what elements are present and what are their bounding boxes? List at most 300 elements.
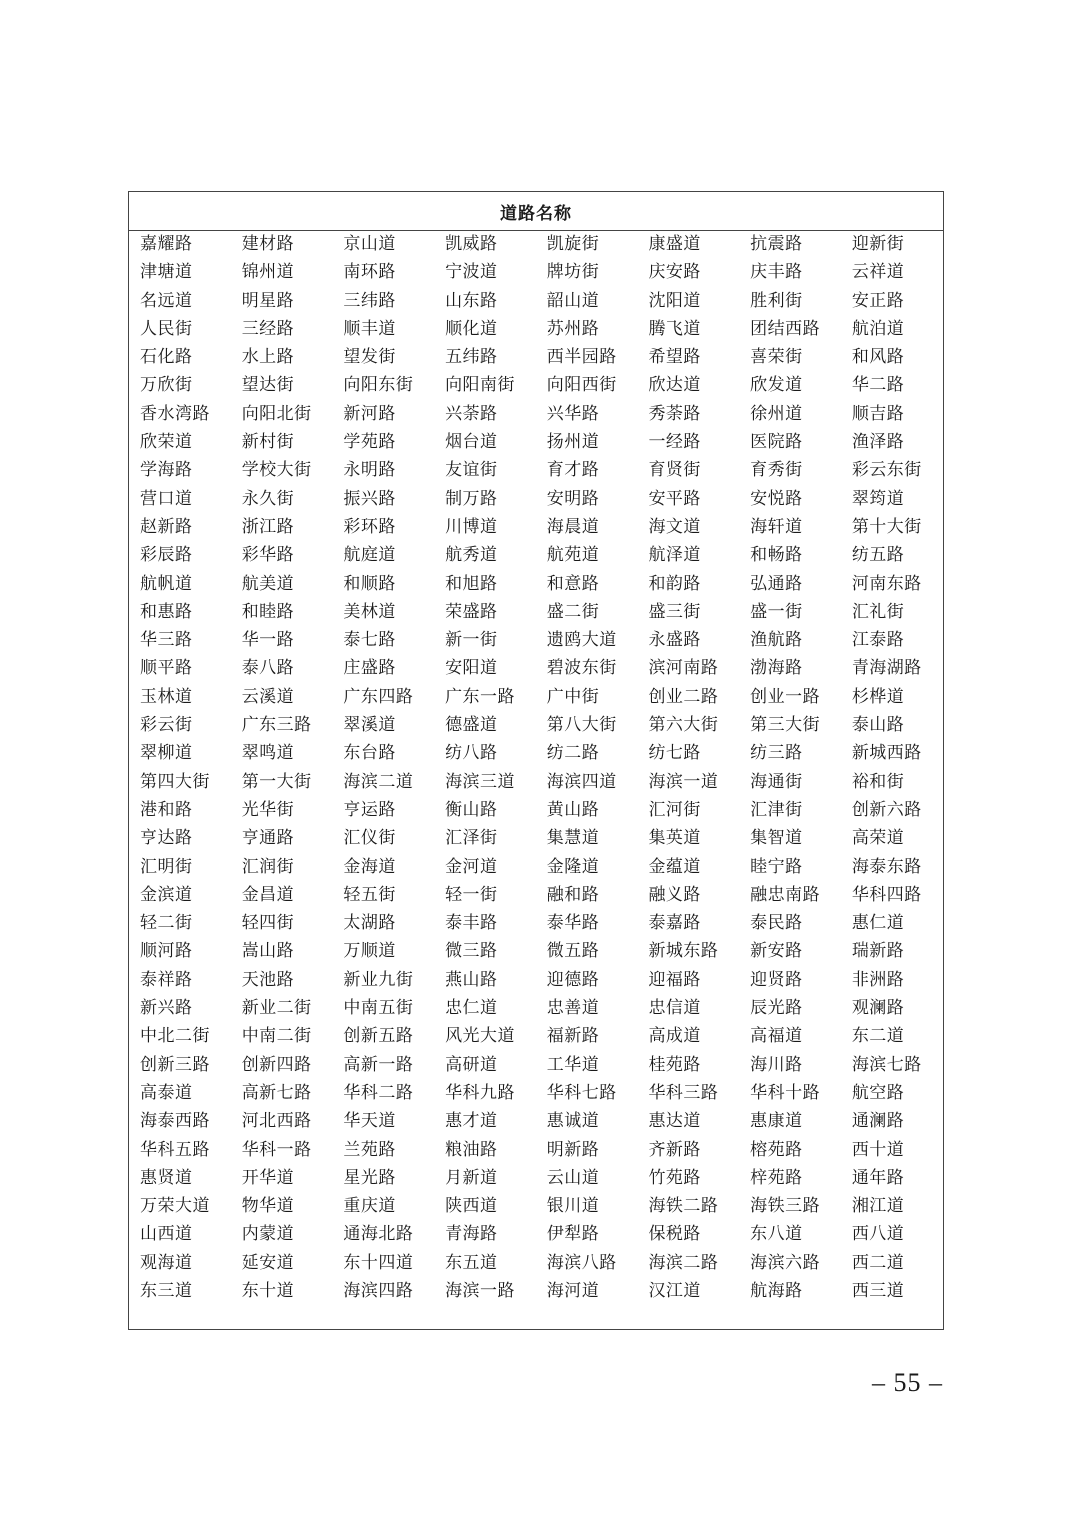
road-name-cell: 月新道 bbox=[445, 1167, 498, 1188]
road-name-cell: 华科四路 bbox=[851, 884, 922, 905]
road-name-cell: 粮油路 bbox=[445, 1139, 498, 1160]
road-name-cell: 西八道 bbox=[851, 1224, 905, 1245]
road-name-cell: 海滨四道 bbox=[546, 771, 617, 792]
road-name-cell: 青海湖路 bbox=[851, 658, 922, 679]
road-name-cell: 翠柳道 bbox=[140, 743, 193, 764]
road-name-cell: 惠诚道 bbox=[546, 1111, 600, 1132]
road-name-cell: 西半园路 bbox=[546, 347, 617, 368]
road-name-cell: 庄盛路 bbox=[343, 658, 396, 679]
page-number: – 55 – bbox=[872, 1368, 943, 1397]
road-name-cell: 顺化道 bbox=[445, 318, 498, 339]
road-name-cell: 五纬路 bbox=[445, 347, 498, 368]
road-name-cell: 纺五路 bbox=[851, 545, 905, 566]
road-names-table bbox=[128, 191, 944, 1330]
road-name-cell: 泰丰路 bbox=[445, 913, 498, 934]
road-name-cell: 顺河路 bbox=[140, 941, 193, 962]
road-name-cell: 忠善道 bbox=[546, 998, 600, 1019]
road-name-cell: 航泊道 bbox=[851, 318, 905, 339]
road-name-cell: 医院路 bbox=[750, 432, 803, 453]
road-name-cell: 衡山路 bbox=[445, 799, 498, 820]
road-name-cell: 开华道 bbox=[241, 1167, 295, 1188]
road-name-cell: 江泰路 bbox=[851, 630, 905, 651]
road-name-cell: 西二道 bbox=[851, 1252, 905, 1273]
road-name-cell: 华科九路 bbox=[445, 1082, 516, 1103]
road-name-cell: 盛三街 bbox=[648, 601, 701, 622]
road-name-cell: 伊犁路 bbox=[546, 1224, 600, 1245]
road-name-cell: 华科二路 bbox=[343, 1082, 414, 1103]
road-name-cell: 海滨一路 bbox=[445, 1280, 516, 1301]
road-name-cell: 凯旋街 bbox=[546, 234, 600, 254]
road-name-cell: 翠筠道 bbox=[851, 488, 905, 509]
road-name-cell: 广中街 bbox=[546, 686, 600, 707]
road-name-cell: 玉林道 bbox=[140, 686, 193, 707]
road-name-cell: 华一路 bbox=[241, 630, 295, 651]
road-name-cell: 通年路 bbox=[851, 1167, 905, 1188]
road-name-cell: 泰山路 bbox=[851, 715, 905, 736]
road-name-cell: 泰八路 bbox=[241, 658, 295, 679]
road-name-cell: 和惠路 bbox=[140, 601, 193, 622]
road-name-cell: 京山道 bbox=[343, 234, 396, 254]
road-name-cell: 创业二路 bbox=[648, 686, 719, 707]
road-name-cell: 振兴路 bbox=[343, 488, 396, 509]
road-name-cell: 西三道 bbox=[851, 1280, 905, 1301]
road-name-cell: 航庭道 bbox=[343, 545, 396, 566]
road-name-cell: 海滨一道 bbox=[648, 771, 719, 792]
road-name-cell: 顺吉路 bbox=[851, 403, 905, 424]
road-name-cell: 云山道 bbox=[546, 1167, 600, 1188]
road-name-cell: 通海北路 bbox=[343, 1224, 414, 1245]
road-name-cell: 人民街 bbox=[140, 318, 193, 339]
road-name-cell: 观澜路 bbox=[851, 998, 905, 1019]
road-name-cell: 航美道 bbox=[241, 573, 295, 594]
road-name-cell: 航海路 bbox=[750, 1280, 803, 1301]
road-name-cell: 美林道 bbox=[343, 601, 396, 622]
road-name-cell: 榕苑路 bbox=[750, 1139, 803, 1160]
road-name-cell: 海轩道 bbox=[750, 516, 803, 537]
road-name-cell: 海河道 bbox=[546, 1280, 600, 1301]
road-name-cell: 物华道 bbox=[241, 1196, 295, 1217]
road-name-cell: 宁波道 bbox=[445, 262, 498, 283]
road-name-cell: 盛二街 bbox=[546, 601, 600, 622]
road-name-cell: 集智道 bbox=[750, 828, 803, 849]
road-name-cell: 腾飞道 bbox=[648, 318, 701, 339]
road-name-cell: 万荣大道 bbox=[140, 1196, 210, 1217]
road-name-cell: 延安道 bbox=[241, 1252, 295, 1273]
road-name-cell: 广东一路 bbox=[445, 686, 516, 707]
road-name-cell: 向阳东街 bbox=[343, 375, 414, 396]
road-name-cell: 陕西道 bbox=[445, 1196, 498, 1217]
road-name-cell: 金蕴道 bbox=[648, 856, 701, 877]
road-name-cell: 向阳南街 bbox=[445, 375, 516, 396]
road-name-cell: 梓苑路 bbox=[750, 1167, 803, 1188]
road-name-cell: 汇礼街 bbox=[851, 601, 905, 622]
road-name-cell: 海川路 bbox=[750, 1054, 803, 1075]
road-name-cell: 汇河街 bbox=[648, 799, 701, 820]
road-name-cell: 华科五路 bbox=[140, 1139, 210, 1160]
road-name-cell: 航帆道 bbox=[140, 573, 193, 594]
road-name-cell: 惠仁道 bbox=[851, 913, 905, 934]
road-name-cell: 杉桦道 bbox=[851, 686, 905, 707]
road-name-cell: 华科七路 bbox=[546, 1082, 617, 1103]
road-name-cell: 明星路 bbox=[241, 290, 295, 311]
road-name-cell: 扬州道 bbox=[546, 432, 600, 453]
road-name-cell: 安悦路 bbox=[750, 488, 803, 509]
road-name-cell: 光华街 bbox=[241, 799, 295, 820]
road-name-cell: 青海路 bbox=[445, 1224, 498, 1245]
road-name-cell: 新兴路 bbox=[140, 998, 193, 1019]
road-name-cell: 第十大街 bbox=[851, 516, 922, 537]
road-name-cell: 万欣街 bbox=[140, 375, 193, 396]
road-name-cell: 辰光路 bbox=[750, 998, 803, 1019]
road-name-cell: 海滨四路 bbox=[343, 1280, 414, 1301]
road-name-cell: 庆丰路 bbox=[750, 262, 803, 283]
road-name-cell: 彩云东街 bbox=[851, 460, 922, 481]
road-name-cell: 新安路 bbox=[750, 941, 803, 962]
road-name-cell: 海滨八路 bbox=[546, 1252, 617, 1273]
road-name-cell: 微五路 bbox=[546, 941, 600, 962]
road-name-cell: 集慧道 bbox=[546, 828, 600, 849]
road-name-cell: 忠信道 bbox=[648, 998, 701, 1019]
road-name-cell: 汇明街 bbox=[140, 856, 193, 877]
road-name-cell: 庆安路 bbox=[648, 262, 701, 283]
road-name-cell: 融忠南路 bbox=[750, 884, 821, 905]
road-name-cell: 东十四道 bbox=[343, 1252, 414, 1273]
road-name-cell: 华天道 bbox=[343, 1111, 396, 1132]
road-name-cell: 航泽道 bbox=[648, 545, 701, 566]
road-name-cell: 第一大街 bbox=[241, 771, 312, 792]
road-name-cell: 黄山路 bbox=[546, 799, 600, 820]
road-name-cell: 明新路 bbox=[546, 1139, 600, 1160]
road-name-cell: 石化路 bbox=[140, 347, 193, 368]
road-name-cell: 云祥道 bbox=[851, 262, 905, 283]
road-name-cell: 竹苑路 bbox=[648, 1167, 701, 1188]
road-name-cell: 沈阳道 bbox=[648, 290, 701, 311]
road-name-cell: 德盛道 bbox=[445, 715, 498, 736]
road-name-cell: 友谊街 bbox=[445, 460, 498, 481]
road-name-cell: 西十道 bbox=[851, 1139, 905, 1160]
road-name-cell: 和畅路 bbox=[750, 545, 803, 566]
road-name-cell: 泰七路 bbox=[343, 630, 396, 651]
road-name-cell: 川博道 bbox=[445, 516, 498, 537]
road-name-cell: 康盛道 bbox=[648, 234, 701, 254]
road-name-cell: 新城东路 bbox=[648, 941, 719, 962]
road-name-cell: 中北二街 bbox=[140, 1026, 210, 1047]
road-name-cell: 渔泽路 bbox=[851, 432, 905, 453]
road-name-cell: 云溪道 bbox=[241, 686, 295, 707]
road-name-cell: 集英道 bbox=[648, 828, 701, 849]
road-name-cell: 喜荣街 bbox=[750, 347, 803, 368]
road-name-cell: 迎贤路 bbox=[750, 969, 803, 990]
road-name-cell: 工华道 bbox=[546, 1054, 600, 1075]
road-name-cell: 浙江路 bbox=[241, 516, 295, 537]
road-name-cell: 欣达道 bbox=[648, 375, 701, 396]
road-name-cell: 第八大街 bbox=[546, 715, 617, 736]
road-name-cell: 银川道 bbox=[546, 1196, 600, 1217]
road-name-cell: 嵩山路 bbox=[241, 941, 295, 962]
road-name-cell: 兴荼路 bbox=[445, 403, 498, 424]
road-name-cell: 兰苑路 bbox=[343, 1139, 396, 1160]
road-name-cell: 荣盛路 bbox=[445, 601, 498, 622]
road-name-cell: 彩环路 bbox=[343, 516, 396, 537]
road-name-cell: 兴华路 bbox=[546, 403, 600, 424]
road-name-cell: 通澜路 bbox=[851, 1111, 905, 1132]
road-name-cell: 创新五路 bbox=[343, 1026, 414, 1047]
road-name-cell: 太湖路 bbox=[343, 913, 396, 934]
road-name-cell: 泰祥路 bbox=[140, 969, 193, 990]
road-name-cell: 中南五街 bbox=[343, 998, 414, 1019]
road-name-cell: 香水湾路 bbox=[140, 403, 210, 424]
road-name-cell: 风光大道 bbox=[445, 1026, 516, 1047]
road-name-cell: 泰华路 bbox=[546, 913, 600, 934]
road-name-cell: 学海路 bbox=[140, 460, 193, 481]
road-name-cell: 金隆道 bbox=[546, 856, 600, 877]
road-name-cell: 海泰西路 bbox=[140, 1111, 210, 1132]
road-name-cell: 向阳西街 bbox=[546, 375, 617, 396]
road-name-cell: 海铁二路 bbox=[648, 1196, 719, 1217]
road-name-cell: 轻五街 bbox=[343, 884, 396, 905]
road-names-grid bbox=[140, 230, 954, 1305]
road-name-cell: 第六大街 bbox=[648, 715, 719, 736]
road-name-cell: 团结西路 bbox=[750, 318, 821, 339]
road-name-cell: 向阳北街 bbox=[241, 403, 312, 424]
road-name-cell: 汉江道 bbox=[648, 1280, 701, 1301]
road-name-cell: 河北西路 bbox=[241, 1111, 312, 1132]
road-name-cell: 徐州道 bbox=[750, 403, 803, 424]
road-name-cell: 海滨二路 bbox=[648, 1252, 719, 1273]
road-name-cell: 观海道 bbox=[140, 1252, 193, 1273]
road-name-cell: 彩辰路 bbox=[140, 545, 193, 566]
road-name-cell: 南环路 bbox=[343, 262, 396, 283]
road-name-cell: 高研道 bbox=[445, 1054, 498, 1075]
road-name-cell: 汇泽街 bbox=[445, 828, 498, 849]
road-name-cell: 金滨道 bbox=[140, 884, 193, 905]
road-name-cell: 名远道 bbox=[140, 290, 193, 311]
road-name-cell: 营口道 bbox=[140, 488, 193, 509]
road-name-cell: 内蒙道 bbox=[241, 1224, 295, 1245]
road-name-cell: 惠达道 bbox=[648, 1111, 701, 1132]
road-name-cell: 永明路 bbox=[343, 460, 396, 481]
road-name-cell: 制万路 bbox=[445, 488, 498, 509]
road-name-cell: 桂苑路 bbox=[648, 1054, 701, 1075]
road-name-cell: 山东路 bbox=[445, 290, 498, 311]
road-name-cell: 高泰道 bbox=[140, 1082, 193, 1103]
road-name-cell: 华科三路 bbox=[648, 1082, 719, 1103]
road-name-cell: 重庆道 bbox=[343, 1196, 396, 1217]
road-name-cell: 海泰东路 bbox=[851, 856, 922, 877]
road-name-cell: 育贤街 bbox=[648, 460, 701, 481]
road-name-cell: 航空路 bbox=[851, 1082, 905, 1103]
road-name-cell: 学苑路 bbox=[343, 432, 396, 453]
road-name-cell: 顺平路 bbox=[140, 658, 193, 679]
road-name-cell: 安正路 bbox=[851, 290, 905, 311]
road-name-cell: 睦宁路 bbox=[750, 856, 803, 877]
road-name-cell: 广东三路 bbox=[241, 715, 312, 736]
road-name-cell: 永久街 bbox=[241, 488, 295, 509]
road-name-cell: 翠鸣道 bbox=[241, 743, 295, 764]
road-name-cell: 东三道 bbox=[140, 1280, 193, 1301]
road-name-cell: 新河路 bbox=[343, 403, 396, 424]
road-name-cell: 望达街 bbox=[241, 375, 295, 396]
road-name-cell: 华科一路 bbox=[241, 1139, 312, 1160]
road-name-cell: 轻一街 bbox=[445, 884, 498, 905]
road-name-cell: 东八道 bbox=[750, 1224, 803, 1245]
road-name-cell: 一经路 bbox=[648, 432, 701, 453]
road-name-cell: 广东四路 bbox=[343, 686, 414, 707]
road-name-cell: 新城西路 bbox=[851, 743, 922, 764]
road-name-cell: 亨达路 bbox=[140, 828, 193, 849]
road-name-cell: 和顺路 bbox=[343, 573, 396, 594]
road-name-cell: 赵新路 bbox=[140, 516, 193, 537]
road-name-cell: 华三路 bbox=[140, 630, 193, 651]
road-name-cell: 第三大街 bbox=[750, 715, 821, 736]
road-name-cell: 金昌道 bbox=[241, 884, 295, 905]
road-name-cell: 航苑道 bbox=[546, 545, 600, 566]
road-name-cell: 滨河南路 bbox=[648, 658, 719, 679]
road-name-cell: 和风路 bbox=[851, 347, 905, 368]
road-name-cell: 华科十路 bbox=[750, 1082, 821, 1103]
road-name-cell: 燕山路 bbox=[445, 969, 498, 990]
road-name-cell: 建材路 bbox=[241, 234, 295, 254]
road-name-cell: 盛一街 bbox=[750, 601, 803, 622]
road-name-cell: 东二道 bbox=[851, 1026, 905, 1047]
road-name-cell: 纺七路 bbox=[648, 743, 701, 764]
road-name-cell: 彩云街 bbox=[140, 715, 193, 736]
road-name-cell: 希望路 bbox=[648, 347, 701, 368]
road-name-cell: 三纬路 bbox=[343, 290, 396, 311]
road-name-cell: 迎新街 bbox=[851, 234, 905, 254]
road-name-cell: 秀荼路 bbox=[648, 403, 701, 424]
road-name-cell: 融义路 bbox=[648, 884, 701, 905]
road-name-cell: 新业二街 bbox=[241, 998, 312, 1019]
road-name-cell: 安明路 bbox=[546, 488, 600, 509]
road-name-cell: 顺丰道 bbox=[343, 318, 396, 339]
road-name-cell: 亨运路 bbox=[343, 799, 396, 820]
road-name-cell: 韶山道 bbox=[546, 290, 600, 311]
road-name-cell: 育秀街 bbox=[750, 460, 803, 481]
road-name-cell: 渔航路 bbox=[750, 630, 803, 651]
road-name-cell: 嘉耀路 bbox=[140, 234, 193, 254]
road-name-cell: 泰民路 bbox=[750, 913, 803, 934]
road-name-cell: 烟台道 bbox=[445, 432, 498, 453]
road-name-cell: 河南东路 bbox=[851, 573, 922, 594]
road-name-cell: 苏州路 bbox=[546, 318, 600, 339]
road-name-cell: 泰嘉路 bbox=[648, 913, 701, 934]
road-name-cell: 东台路 bbox=[343, 743, 396, 764]
road-name-cell: 高成道 bbox=[648, 1026, 701, 1047]
road-name-cell: 和韵路 bbox=[648, 573, 701, 594]
road-name-cell: 轻四街 bbox=[241, 913, 295, 934]
road-name-cell: 东五道 bbox=[445, 1252, 498, 1273]
road-name-cell: 非洲路 bbox=[851, 969, 905, 990]
road-name-cell: 第四大街 bbox=[140, 771, 210, 792]
road-name-cell: 海晨道 bbox=[546, 516, 600, 537]
road-name-cell: 东十道 bbox=[241, 1280, 295, 1301]
road-name-cell: 惠康道 bbox=[750, 1111, 803, 1132]
road-name-cell: 新业九街 bbox=[343, 969, 414, 990]
road-name-cell: 迎福路 bbox=[648, 969, 701, 990]
road-name-cell: 创业一路 bbox=[750, 686, 821, 707]
road-name-cell: 创新三路 bbox=[140, 1054, 210, 1075]
road-name-cell: 裕和街 bbox=[851, 771, 905, 792]
road-name-cell: 翠溪道 bbox=[343, 715, 396, 736]
road-name-cell: 保税路 bbox=[648, 1224, 701, 1245]
road-name-cell: 纺八路 bbox=[445, 743, 498, 764]
road-name-cell: 安平路 bbox=[648, 488, 701, 509]
road-name-cell: 瑞新路 bbox=[851, 941, 905, 962]
road-name-cell: 抗震路 bbox=[750, 234, 803, 254]
road-name-cell: 牌坊街 bbox=[546, 262, 600, 283]
road-name-cell: 高福道 bbox=[750, 1026, 803, 1047]
road-name-cell: 中南二街 bbox=[241, 1026, 312, 1047]
road-name-cell: 和睦路 bbox=[241, 601, 295, 622]
road-name-cell: 惠才道 bbox=[445, 1111, 498, 1132]
road-name-cell: 彩华路 bbox=[241, 545, 295, 566]
road-name-cell: 轻二街 bbox=[140, 913, 193, 934]
road-name-cell: 山西道 bbox=[140, 1224, 193, 1245]
road-name-cell: 天池路 bbox=[241, 969, 295, 990]
road-name-cell: 微三路 bbox=[445, 941, 498, 962]
road-name-cell: 学校大街 bbox=[241, 460, 312, 481]
road-name-cell: 纺三路 bbox=[750, 743, 803, 764]
road-name-cell: 惠贤道 bbox=[140, 1167, 193, 1188]
road-name-cell: 胜利街 bbox=[750, 290, 803, 311]
road-name-cell: 望发街 bbox=[343, 347, 396, 368]
road-name-cell: 万顺道 bbox=[343, 941, 396, 962]
road-name-cell: 安阳道 bbox=[445, 658, 498, 679]
road-name-cell: 齐新路 bbox=[648, 1139, 701, 1160]
road-name-cell: 融和路 bbox=[546, 884, 600, 905]
road-name-cell: 锦州道 bbox=[241, 262, 295, 283]
road-name-cell: 欣发道 bbox=[750, 375, 803, 396]
road-name-cell: 汇仪街 bbox=[343, 828, 396, 849]
road-name-cell: 湘江道 bbox=[851, 1196, 905, 1217]
road-name-cell: 忠仁道 bbox=[445, 998, 498, 1019]
road-name-cell: 三经路 bbox=[241, 318, 295, 339]
road-name-cell: 凯威路 bbox=[445, 234, 498, 254]
road-name-cell: 纺二路 bbox=[546, 743, 600, 764]
road-name-cell: 高荣道 bbox=[851, 828, 905, 849]
road-name-cell: 新村街 bbox=[241, 432, 295, 453]
road-name-cell: 和旭路 bbox=[445, 573, 498, 594]
road-name-cell: 高新七路 bbox=[241, 1082, 312, 1103]
road-name-cell: 华二路 bbox=[851, 375, 905, 396]
table-header: 道路名称 bbox=[129, 192, 943, 231]
road-name-cell: 创新六路 bbox=[851, 799, 922, 820]
road-name-cell: 航秀道 bbox=[445, 545, 498, 566]
road-name-cell: 高新一路 bbox=[343, 1054, 414, 1075]
road-name-cell: 港和路 bbox=[140, 799, 193, 820]
road-name-cell: 育才路 bbox=[546, 460, 600, 481]
road-name-cell: 碧波东街 bbox=[546, 658, 617, 679]
road-name-cell: 欣荣道 bbox=[140, 432, 193, 453]
road-name-cell: 海文道 bbox=[648, 516, 701, 537]
road-name-cell: 金河道 bbox=[445, 856, 498, 877]
road-name-cell: 亨通路 bbox=[241, 828, 295, 849]
road-name-cell: 汇津街 bbox=[750, 799, 803, 820]
road-name-cell: 福新路 bbox=[546, 1026, 600, 1047]
road-name-cell: 创新四路 bbox=[241, 1054, 312, 1075]
road-name-cell: 弘通路 bbox=[750, 573, 803, 594]
road-name-cell: 水上路 bbox=[241, 347, 295, 368]
road-name-cell: 迎德路 bbox=[546, 969, 600, 990]
road-name-cell: 金海道 bbox=[343, 856, 396, 877]
road-name-cell: 海滨七路 bbox=[851, 1054, 922, 1075]
road-name-cell: 星光路 bbox=[343, 1167, 396, 1188]
road-name-cell: 津塘道 bbox=[140, 262, 193, 283]
road-name-cell: 永盛路 bbox=[648, 630, 701, 651]
road-name-cell: 遗鸥大道 bbox=[546, 630, 617, 651]
road-name-cell: 海滨二道 bbox=[343, 771, 414, 792]
